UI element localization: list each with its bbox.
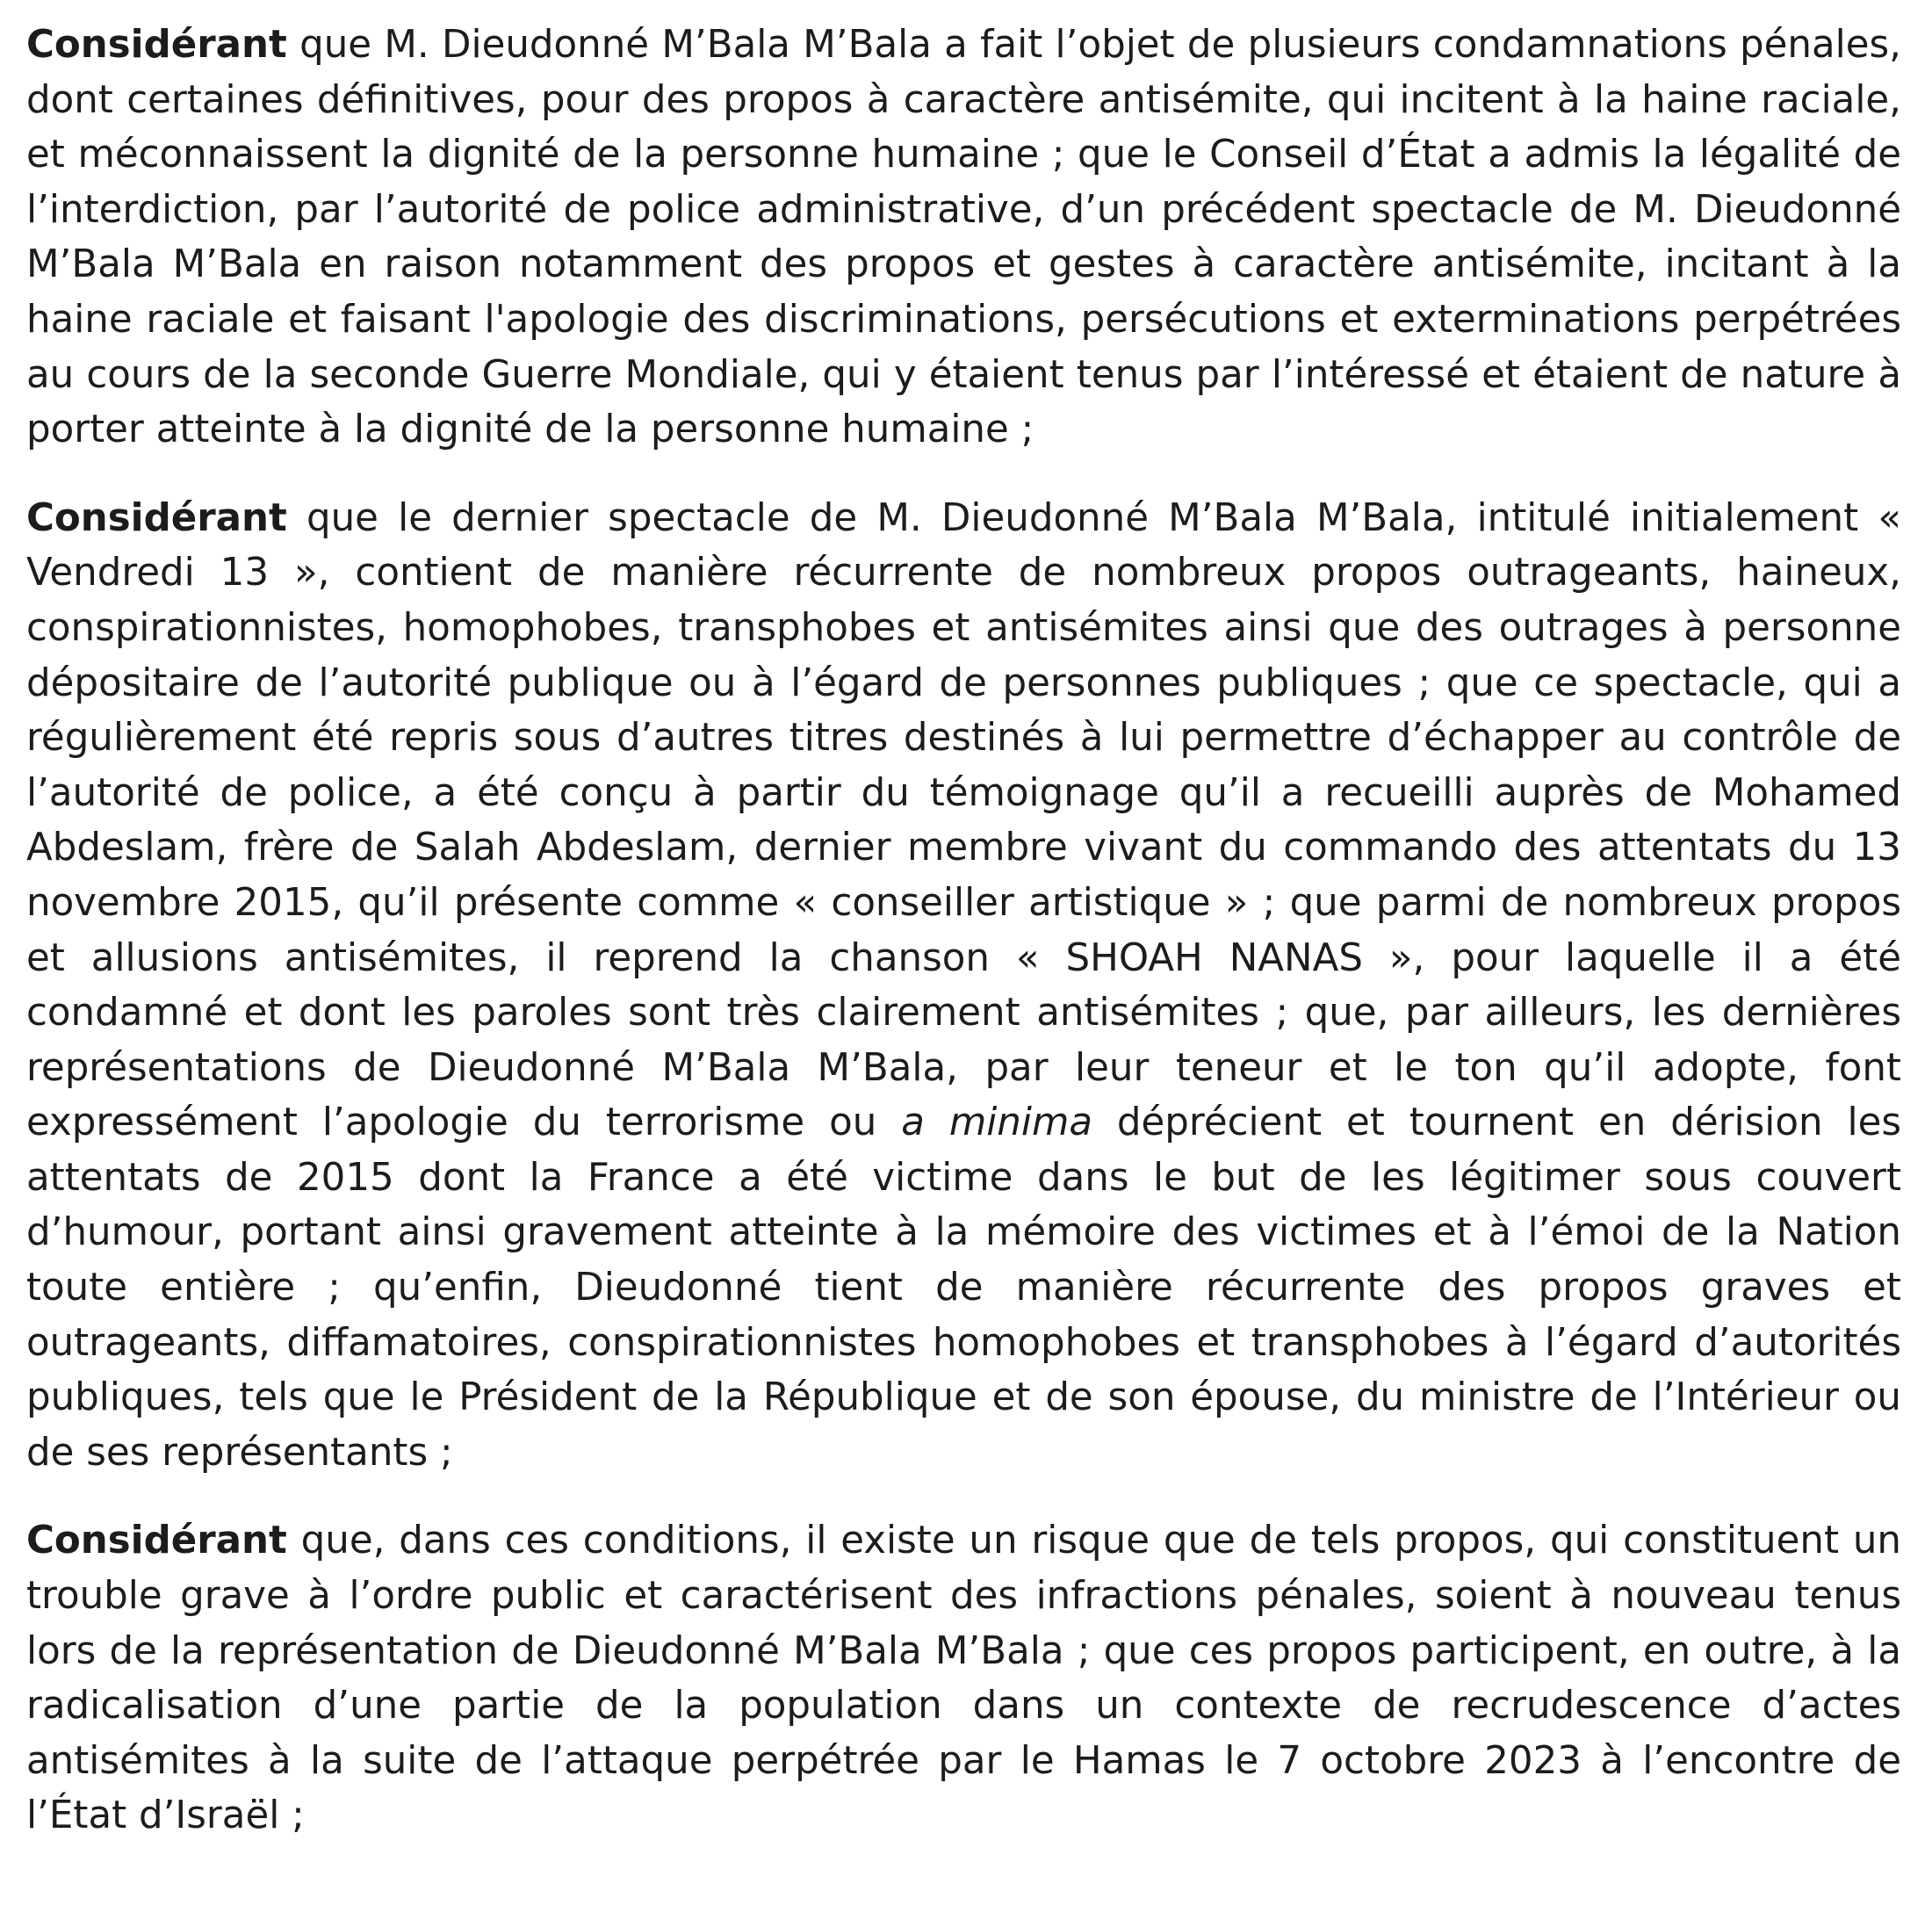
paragraph-1 [26, 18, 1901, 458]
document-body [26, 18, 1901, 1877]
paragraph-3 [26, 1513, 1901, 1844]
italic-term: a minima [901, 1101, 1092, 1145]
paragraph-lead: Considérant [26, 23, 287, 67]
paragraph-text: déprécient et tournent en dérision les attentats de 2015 dont la France a été victime dans le but de les légitimer sous couvert d’humour, portant ainsi gravement atteinte à la mémoire des victimes et à l’émoi de la Nation toute entière ; qu’enfin, Dieudonné tient de manière récurrente des propos graves et outrageants, diffamatoires, conspirationnistes homophobes et transphobes à l’égard d’autorités publiques, tels que le Président de la République et de son épouse, du ministre de l’Intérieur ou de ses représentants ; [26, 1101, 1902, 1475]
paragraph-2 [26, 491, 1901, 1481]
paragraph-text: que, dans ces conditions, il existe un risque que de tels propos, qui constituent un trouble grave à l’ordre public et caractérisent des infractions pénales, soient à nouveau tenus lors de la représentation de Dieudonné M’Bala M’Bala ; que ces propos participent, en outre, à la radicalisation d’une partie de la population dans un contexte de recrudescence d’actes antisémites à la suite de l’attaque perpétrée par le Hamas le 7 octobre 2023 à l’encontre de l’État d’Israël ; [26, 1519, 1901, 1838]
paragraph-lead: Considérant [26, 495, 287, 540]
paragraph-text: que M. Dieudonné M’Bala M’Bala a fait l’objet de plusieurs condamnations pénales, dont certaines définitives, pour des propos à caractère antisémite, qui incitent à la haine raciale, et méconnaissent la dignité de la personne humaine ; que le Conseil d’État a admis la légalité de l’interdiction, par l’autorité de police administrative, d’un précédent spectacle de M. Dieudonné M’Bala M’Bala en raison notamment des propos et gestes à caractère antisémite, incitant à la haine raciale et faisant l'apologie des discriminations, persécutions et exterminations perpétrées au cours de la seconde Guerre Mondiale, qui y étaient tenus par l’intéressé et étaient de nature à porter atteinte à la dignité de la personne humaine ; [26, 23, 1901, 452]
paragraph-text: que le dernier spectacle de M. Dieudonné M’Bala M’Bala, intitulé initialement « Vendredi 13 », contient de manière récurrente de nombreux propos outrageants, haineux, conspirationnistes, homophobes, transphobes et antisémites ainsi que des outrages à personne dépositaire de l’autorité publique ou à l’égard de personnes publiques ; que ce spectacle, qui a régulièrement été repris sous d’autres titres destinés à lui permettre d’échapper au contrôle de l’autorité de police, a été conçu à partir du témoignage qu’il a recueilli auprès de Mohamed Abdeslam, frère de Salah Abdeslam, dernier membre vivant du commando des attentats du 13 novembre 2015, qu’il présente comme « conseiller artistique » ; que parmi de nombreux propos et allusions antisémites, il reprend la chanson « SHOAH NANAS », pour laquelle il a été condamné et dont les paroles sont très clairement antisémites ; que, par ailleurs, les dernières représentations de Dieudonné M’Bala M’Bala, par leur teneur et le ton qu’il adopte, font expressément l’apologie du terrorisme ou [26, 495, 1901, 1145]
paragraph-lead: Considérant [26, 1519, 287, 1563]
